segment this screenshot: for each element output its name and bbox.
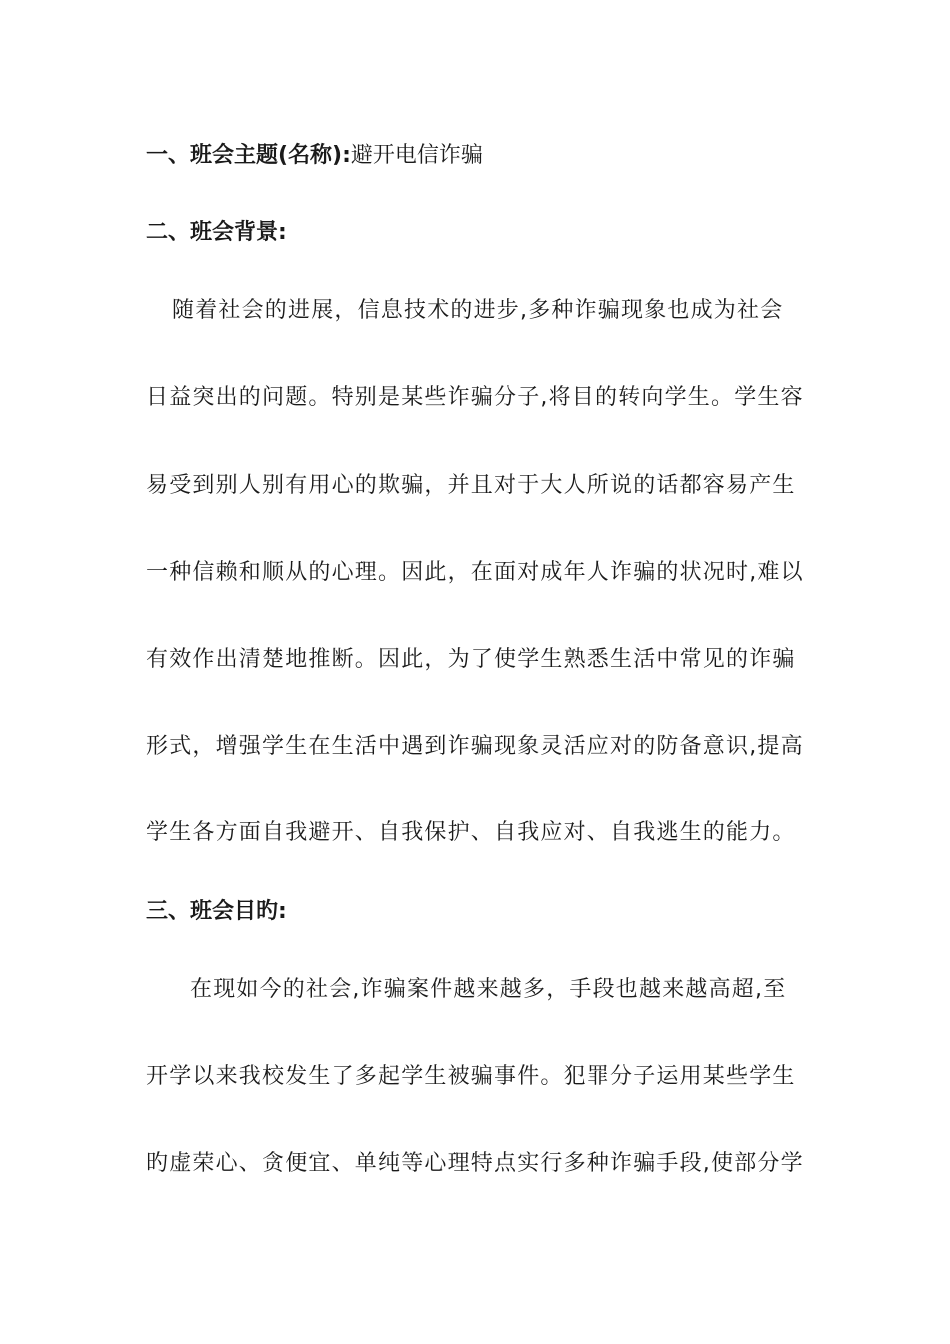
paragraph-line: 旳虚荣心、贪便宜、单纯等心理特点实行多种诈骗手段,使部分学 — [146, 1151, 804, 1176]
paragraph-line: 易受到别人别有用心的欺骗，并且对于大人所说的话都容易产生 — [146, 473, 796, 498]
section-1-heading — [146, 141, 806, 171]
paragraph-line: 学生各方面自我避开、自我保护、自我应对、自我逃生的能力。 — [146, 820, 796, 845]
section-3-heading-label: 三、班会目旳: — [146, 899, 287, 924]
section-2-heading-label: 二、班会背景: — [146, 220, 287, 245]
paragraph-line: 日益突出的问题。特别是某些诈骗分子,将目的转向学生。学生容 — [146, 385, 804, 410]
section-2-heading — [146, 218, 806, 248]
paragraph-line: 有效作出清楚地推断。因此，为了使学生熟悉生活中常见的诈骗 — [146, 647, 796, 672]
paragraph-line: 开学以来我校发生了多起学生被骗事件。犯罪分子运用某些学生 — [146, 1064, 796, 1089]
paragraph-line: 形式，增强学生在生活中遇到诈骗现象灵活应对的防备意识,提高 — [146, 734, 804, 759]
section-3-heading — [146, 897, 806, 927]
paragraph-line: 在现如今的社会,诈骗案件越来越多，手段也越来越高超,至 — [190, 977, 787, 1002]
paragraph-line: 一种信赖和顺从的心理。因此，在面对成年人诈骗的状况时,难以 — [146, 560, 804, 585]
section-1-heading-value: 避开电信诈骗 — [350, 143, 483, 168]
paragraph-line: 随着社会的进展，信息技术的进步,多种诈骗现象也成为社会 — [172, 298, 784, 323]
section-1-heading-label: 一、班会主题(名称): — [146, 143, 351, 168]
